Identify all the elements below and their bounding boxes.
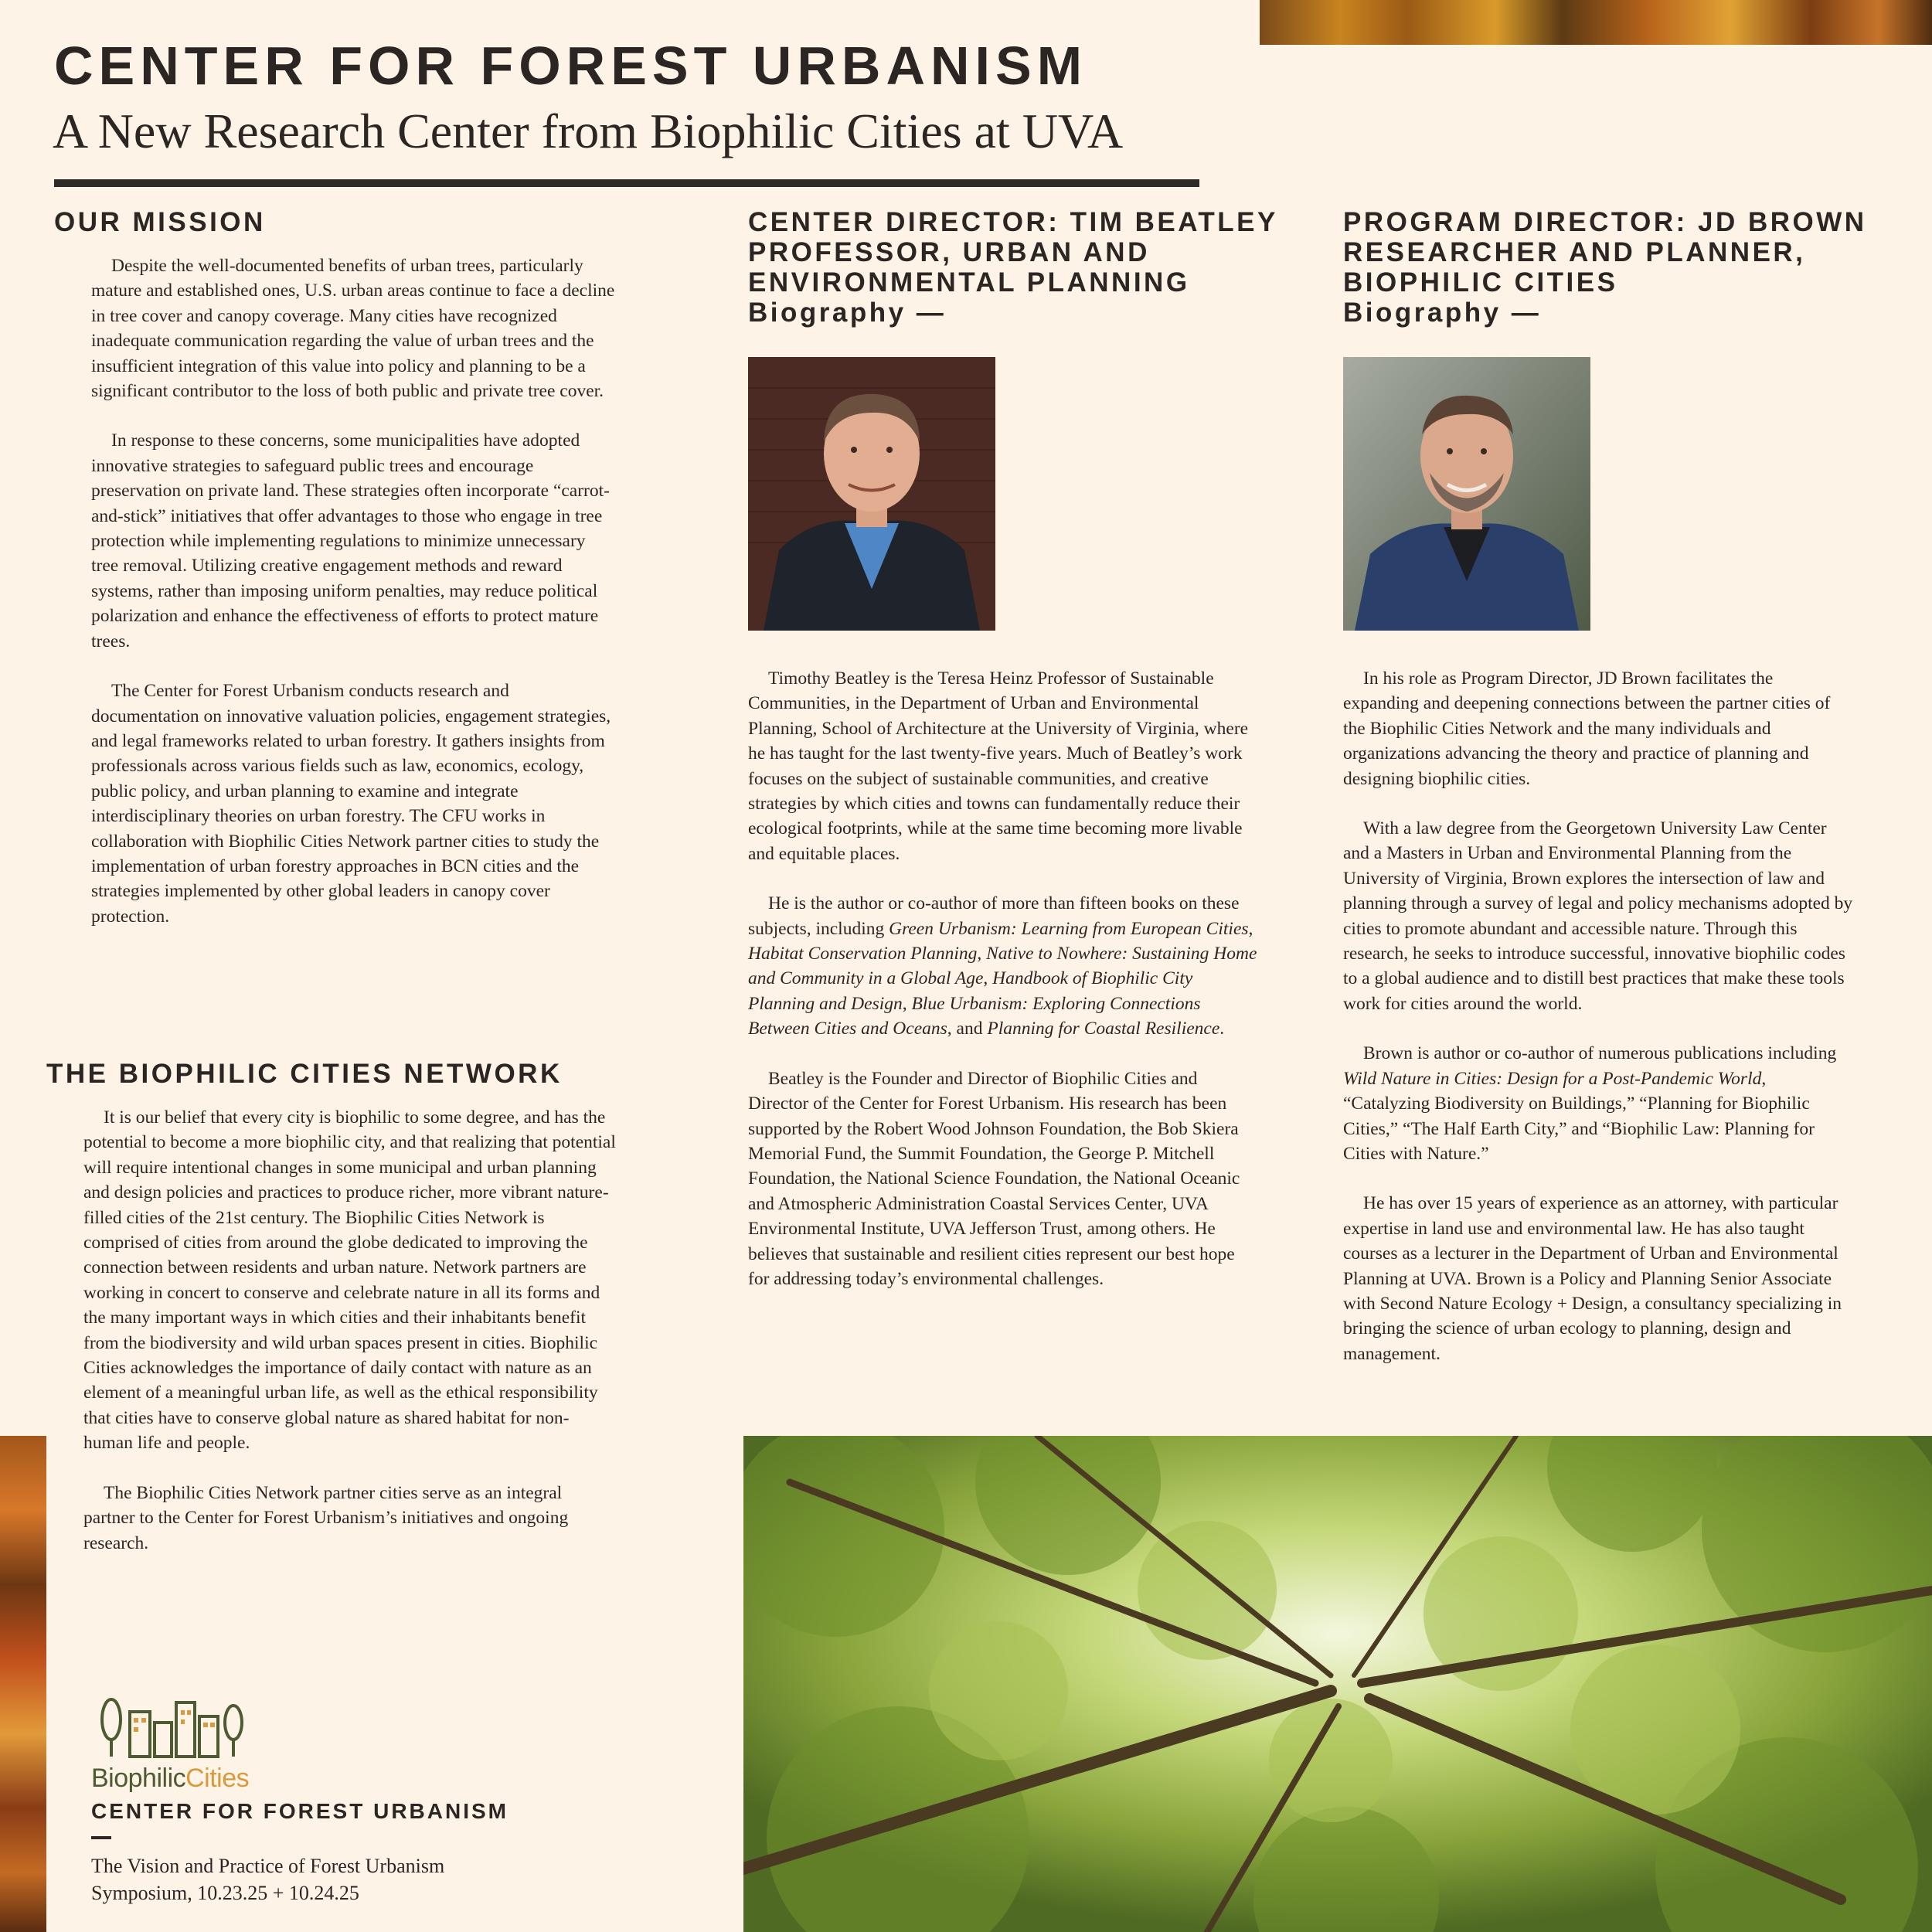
center-director-heading [748,207,1289,328]
biophilic-cities-wordmark: BiophilicCities [91,1764,250,1793]
mission-text [91,253,617,929]
tree-canopy-illustration [743,1436,1932,1932]
program-director-role-line1: RESEARCHER AND PLANNER, [1343,237,1806,267]
tim-biography-text [748,666,1258,1291]
jd-brown-portrait [1343,357,1590,631]
symposium-info [91,1852,555,1906]
footer-dash [91,1836,111,1839]
autumn-foliage-photo-top [1260,0,1932,45]
program-director-role-line2: BIOPHILIC CITIES [1343,267,1618,298]
tim-beatley-photo [748,357,995,631]
tree-canopy-photo [743,1436,1932,1932]
center-director-role-line2: ENVIRONMENTAL PLANNING [748,267,1190,298]
mission-heading: OUR MISSION [54,207,266,237]
city-skyline-icon [90,1696,252,1766]
tim-beatley-portrait [748,357,995,631]
tim-bio-paragraph: He is the author or co-author of more than fifteen books on these subjects, including Green Urbanism: Learning from European Cities, Habitat Conservation Planning, Native to Nowhere: Sustaining Home and Community in a Global Age, Handbook of Biophilic City Planning and Design, Blue Urbanism: Exploring Connections Between Cities and Oceans, and Planning for Coastal Resilience. [748,893,1257,1039]
jd-bio-paragraph: He has over 15 years of experience as an attorney, with particular expertise in land use and environmental law. He has also taught courses as a lecturer in the Department of Urban and Environmental Planning at UVA. Brown is a Policy and Planning Senior Associate with Second Nature Ecology + Design, a consultancy specializing in bringing the science of urban ecology to planning, design and management. [1343,1193,1842,1364]
jd-brown-photo [1343,357,1590,631]
mission-paragraph: Despite the well-documented benefits of urban trees, particularly mature and established ones, U.S. urban areas continue to face a decline in tree cover and canopy coverage. Many cities have recognized inadequate communication regarding the value of urban trees and the insufficient integration of this value into policy and planning to be a significant contributor to the loss of both public and private tree cover. [91,256,615,402]
autumn-foliage-photo-left [0,1436,46,1932]
program-director-title: PROGRAM DIRECTOR: JD BROWN [1343,207,1867,237]
biography-label: Biography — [1343,298,1542,328]
network-text [83,1105,617,1556]
jd-biography-text [1343,666,1853,1366]
center-director-title: CENTER DIRECTOR: TIM BEATLEY [748,207,1278,237]
page-title: CENTER FOR FOREST URBANISM [54,36,1087,96]
biophilic-cities-logo-mark [90,1696,252,1770]
center-director-role-line1: PROFESSOR, URBAN AND [748,237,1150,267]
network-paragraph: It is our belief that every city is biophilic to some degree, and has the potential to become a more biophilic city, and that realizing that potential will require intentional changes in some municipal and urban planning and design policies and practices to produce richer, more vibrant nature-filled cities of the 21st century. The Biophilic Cities Network is comprised of cities from around the globe dedicated to improving the connection between residents and urban nature. Network partners are working in concert to conserve and celebrate nature in all its forms and the many important ways in which cities and their inhabitants benefit from the biodiversity and wild urban spaces present in cities. Biophilic Cities acknowledges the importance of daily contact with nature as an element of a meaningful urban life, as well as the ethical responsibility that cities have to conserve global nature as shared habitat for non-human life and people. [83,1107,616,1454]
mission-paragraph: The Center for Forest Urbanism conducts research and documentation on innovative valuation policies, engagement strategies, and legal frameworks related to urban forestry. It gathers insights from professionals across various fields such as law, economics, ecology, public policy, and urban planning to examine and integrate interdisciplinary theories on urban forestry. The CFU works in collaboration with Biophilic Cities Network partner cities to study the implementation of urban forestry approaches in BCN cities and the strategies implemented by other global leaders in canopy cover protection. [91,681,611,927]
page-subtitle: A New Research Center from Biophilic Cities at UVA [53,104,1124,158]
footer-organization: CENTER FOR FOREST URBANISM [91,1799,509,1823]
mission-paragraph: In response to these concerns, some municipalities have adopted innovative strategies to safeguard public trees and encourage preservation on private land. These strategies often incorporate “carrot-and-stick” initiatives that offer advantages to those who engage in tree protection while implementing regulations to minimize unnecessary tree removal. Utilizing creative engagement methods and reward systems, rather than imposing uniform penalties, may reduce political polarization and enhance the effectiveness of efforts to protect mature trees. [91,430,610,651]
jd-bio-paragraph: Brown is author or co-author of numerous publications including Wild Nature in Cities: Design for a Post-Pandemic World, “Catalyzing Biodiversity on Buildings,” “Planning for Biophilic Cities,” “The Half Earth City,” and “Biophilic Law: Planning for Cities with Nature.” [1343,1043,1837,1164]
jd-bio-paragraph: In his role as Program Director, JD Brown facilitates the expanding and deepening connections between the partner cities of the Biophilic Cities Network and the many individuals and organizations advancing the theory and practice of planning and designing biophilic cities. [1343,668,1831,789]
network-paragraph: The Biophilic Cities Network partner cities serve as an integral partner to the Center for Forest Urbanism’s initiatives and ongoing research. [83,1482,569,1553]
symposium-title: The Vision and Practice of Forest Urbanism [91,1855,445,1877]
tim-bio-paragraph: Beatley is the Founder and Director of Biophilic Cities and Director of the Center for Forest Urbanism. His research has been supported by the Robert Wood Johnson Foundation, the Bob Skiera Memorial Fund, the Summit Foundation, the George P. Mitchell Foundation, the National Science Foundation, the National Oceanic and Atmospheric Administration Coastal Services Center, UVA Environmental Institute, UVA Jefferson Trust, among others. He believes that sustainable and resilient cities represent our best hope for addressing today’s environmental challenges. [748,1068,1240,1289]
network-heading: THE BIOPHILIC CITIES NETWORK [46,1059,563,1089]
title-divider [54,179,1199,187]
tim-bio-paragraph: Timothy Beatley is the Teresa Heinz Professor of Sustainable Communities, in the Department of Urban and Environmental Planning, School of Architecture at the University of Virginia, where he has taught for the last twenty-five years. Much of Beatley’s work focuses on the subject of sustainable communities, and creative strategies by which cities and towns can fundamentally reduce their ecological footprints, while at the same time becoming more livable and equitable places. [748,668,1249,864]
jd-bio-paragraph: With a law degree from the Georgetown University Law Center and a Masters in Urban and Environmental Planning from the University of Virginia, Brown explores the intersection of law and planning through a survey of legal and policy mechanisms adopted by cities to promote abundant and accessible nature. Through this research, he seeks to introduce successful, innovative biophilic codes to a global audience and to distill best practices that make these tools work for cities around the world. [1343,818,1853,1014]
symposium-dates: Symposium, 10.23.25 + 10.24.25 [91,1882,359,1904]
biography-label: Biography — [748,298,947,328]
program-director-heading [1343,207,1884,328]
